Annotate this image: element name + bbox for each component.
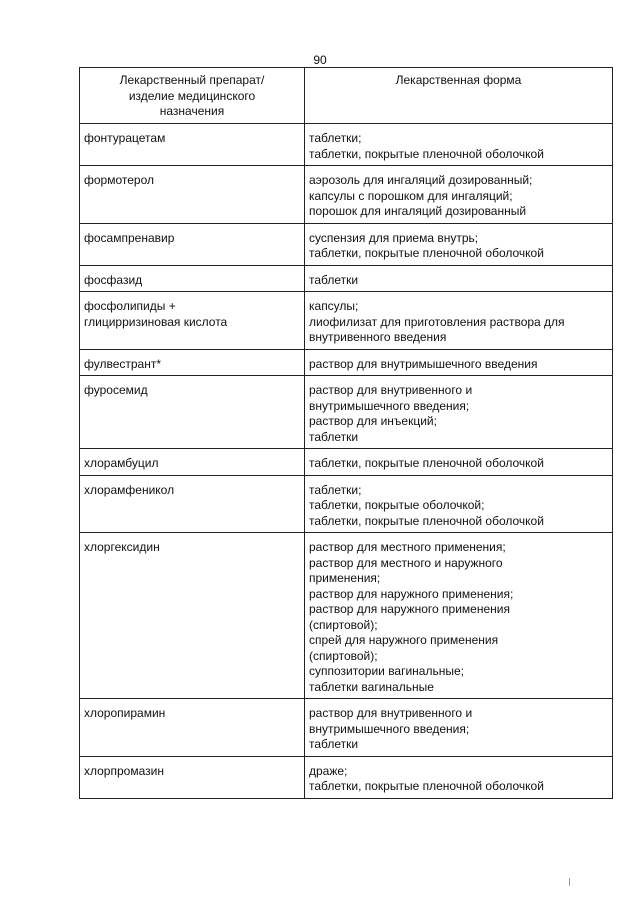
header-line: изделие медицинского (128, 88, 256, 103)
dosage-form-line: лиофилизат для приготовления раствора для (309, 314, 565, 329)
header-line: Лекарственный препарат/ (119, 73, 265, 87)
table-row (80, 166, 613, 224)
dosage-form-line: суспензия для приема внутрь; (309, 230, 479, 245)
dosage-form-line: раствор для внутривенного и (309, 383, 473, 397)
dosage-form-line: таблетки (309, 272, 359, 287)
dosage-form-line: внутривенного введения (309, 330, 447, 344)
dosage-form-line: таблетки; (309, 131, 362, 145)
drug-name-line: фосфолипиды + (84, 299, 176, 313)
dosage-form-cell (305, 166, 613, 224)
dosage-form-line: (спиртовой); (309, 648, 378, 663)
dosage-form-line: драже; (309, 763, 348, 778)
dosage-form-line: раствор для наружного применения; (309, 586, 514, 601)
table-row (80, 223, 613, 265)
drug-name-cell (80, 166, 305, 224)
table-row (80, 475, 613, 533)
dosage-form-cell (305, 756, 613, 798)
header-drug-name (80, 68, 305, 124)
page-number: 90 (313, 53, 327, 67)
dosage-form-line: раствор для наружного применения (309, 602, 510, 616)
drug-name-cell (80, 449, 305, 476)
dosage-form-line: применения; (309, 571, 381, 585)
dosage-form-line: таблетки, покрытые пленочной оболочкой (309, 456, 544, 470)
drug-name-cell (80, 349, 305, 376)
dosage-form-line: внутримышечного введения; (309, 398, 470, 413)
dosage-form-line: суппозитории вагинальные; (309, 664, 464, 678)
drug-name-cell (80, 756, 305, 798)
drug-name-line: глицирризиновая кислота (84, 314, 228, 329)
dosage-form-line: таблетки, покрытые пленочной оболочкой (309, 246, 544, 260)
drug-name-line: фулвестрант* (84, 356, 162, 371)
dosage-form-line: таблетки вагинальные (309, 679, 434, 694)
table-row (80, 756, 613, 798)
dosage-form-line: порошок для ингаляций дозированный (309, 204, 527, 218)
dosage-form-line: таблетки (309, 737, 359, 751)
drug-name-line: хлоропирамин (84, 706, 166, 720)
table-row (80, 265, 613, 292)
table-row (80, 349, 613, 376)
dosage-form-cell (305, 223, 613, 265)
drug-name-line: фосампренавир (84, 230, 175, 245)
dosage-form-line: таблетки, покрытые пленочной оболочкой (309, 146, 544, 161)
dosage-form-line: таблетки, покрытые оболочкой; (309, 498, 485, 512)
dosage-form-line: таблетки; (309, 482, 362, 497)
dosage-form-cell (305, 349, 613, 376)
dosage-form-line: раствор для местного применения; (309, 540, 506, 554)
dosage-form-line: раствор для местного и наружного (309, 555, 503, 570)
table-row (80, 449, 613, 476)
drug-name-cell (80, 376, 305, 449)
header-row (80, 68, 613, 124)
dosage-form-cell (305, 292, 613, 350)
drug-name-cell (80, 265, 305, 292)
dosage-form-cell (305, 265, 613, 292)
dosage-form-line: капсулы; (309, 299, 359, 313)
drug-name-cell (80, 124, 305, 166)
header-dosage-form (305, 68, 613, 124)
drug-name-cell (80, 475, 305, 533)
header-line: Лекарственная форма (395, 73, 522, 87)
table-header (80, 68, 613, 124)
drug-name-line: хлорпромазин (84, 763, 164, 778)
drug-name-line: фонтурацетам (84, 131, 166, 145)
dosage-form-line: аэрозоль для ингаляций дозированный; (309, 173, 533, 187)
drug-name-line: фосфазид (84, 272, 143, 287)
table-row (80, 124, 613, 166)
dosage-form-line: спрей для наружного применения (309, 633, 499, 647)
table-body (80, 124, 613, 799)
drug-name-line: хлоргексидин (84, 540, 160, 554)
drug-name-cell (80, 533, 305, 699)
dosage-form-line: капсулы с порошком для ингаляций; (309, 188, 513, 203)
dosage-form-cell (305, 533, 613, 699)
dosage-form-line: таблетки (309, 429, 359, 444)
header-line: назначения (159, 104, 225, 118)
drug-name-line: фуросемид (84, 383, 148, 397)
dosage-form-line: внутримышечного введения; (309, 721, 470, 736)
scan-mark (569, 878, 570, 886)
drug-name-line: хлорамбуцил (84, 456, 159, 470)
drug-name-cell (80, 292, 305, 350)
dosage-form-cell (305, 449, 613, 476)
dosage-form-cell (305, 124, 613, 166)
drug-name-line: хлорамфеникол (84, 482, 175, 497)
dosage-form-line: раствор для внутривенного и (309, 706, 473, 720)
dosage-form-cell (305, 475, 613, 533)
dosage-form-line: раствор для внутримышечного введения (309, 356, 538, 371)
dosage-form-line: (спиртовой); (309, 617, 378, 632)
dosage-form-line: раствор для инъекций; (309, 414, 437, 428)
dosage-form-line: таблетки, покрытые пленочной оболочкой (309, 779, 544, 793)
table-row (80, 292, 613, 350)
dosage-form-cell (305, 699, 613, 757)
drug-table (79, 67, 613, 799)
table-row (80, 533, 613, 699)
table-row (80, 376, 613, 449)
drug-name-cell (80, 223, 305, 265)
drug-name-cell (80, 699, 305, 757)
drug-name-line: формотерол (84, 173, 155, 187)
dosage-form-cell (305, 376, 613, 449)
dosage-form-line: таблетки, покрытые пленочной оболочкой (309, 513, 544, 528)
table-row (80, 699, 613, 757)
